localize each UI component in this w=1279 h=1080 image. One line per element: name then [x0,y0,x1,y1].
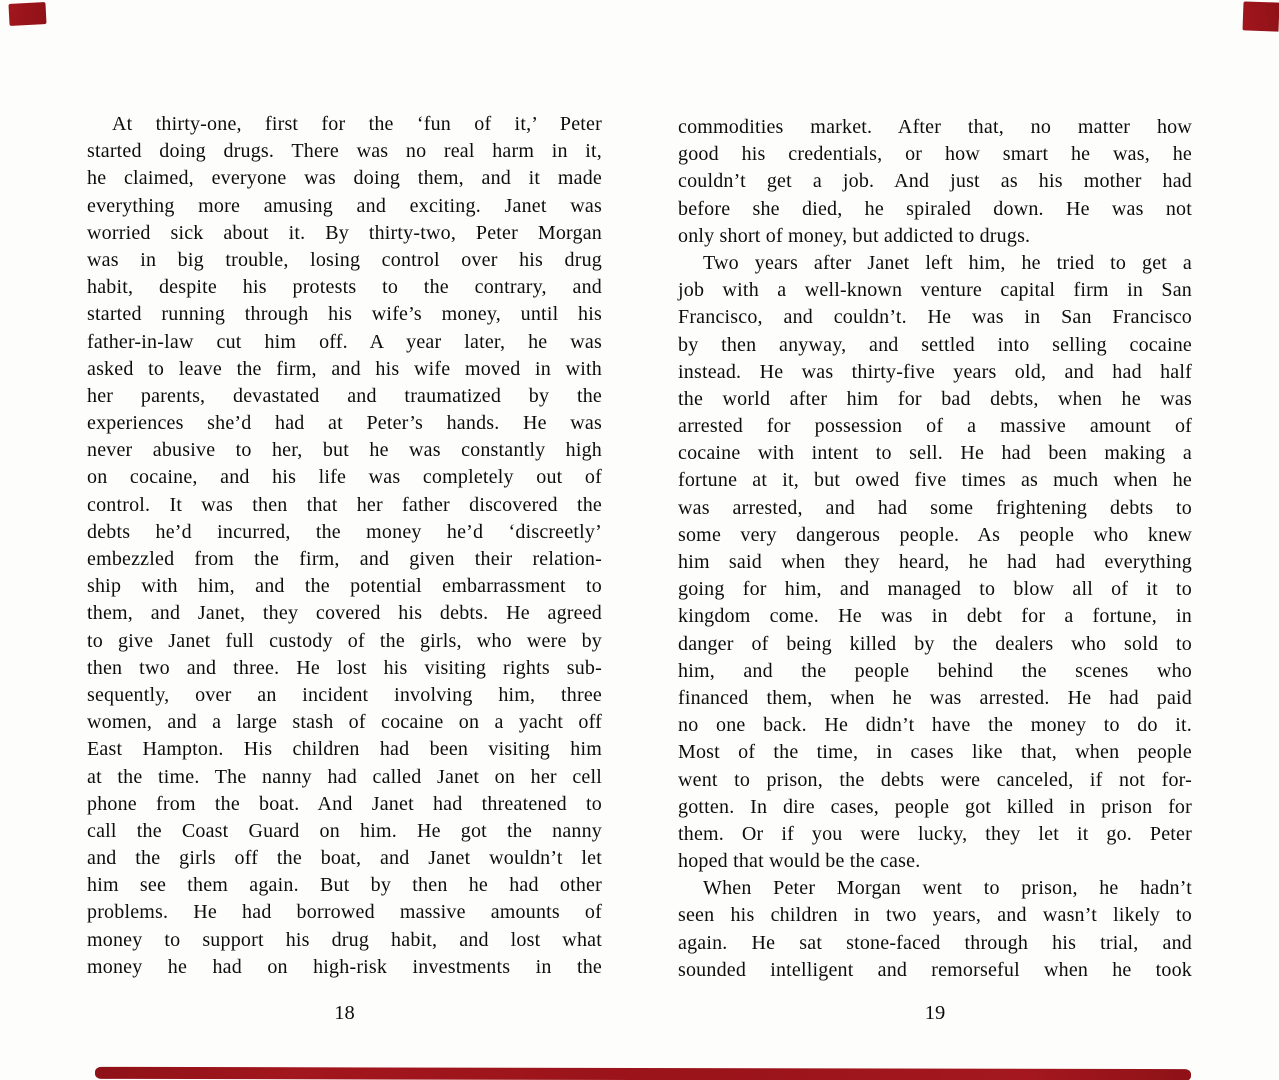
book-cover-edge-top-left [8,2,46,26]
text-line: good his credentials, or how smart he was, he [678,143,1192,166]
text-line: sequently, over an incident involving him, three [87,683,602,706]
text-line: was arrested, and had some frightening debts to [678,496,1192,519]
text-line: he claimed, everyone was doing them, and it made [87,167,602,190]
text-line: Francisco, and couldn’t. He was in San Francisco [678,306,1192,329]
text-line: fortune at it, but owed five times as much when he [678,469,1192,492]
text-line: was in big trouble, losing control over his drug [87,248,602,271]
text-line: hoped that would be the case. [678,850,921,873]
text-line: again. He sat stone-faced through his trial, and [678,931,1192,954]
text-line: started running through his wife’s money, until his [87,303,602,326]
page-19-text-column [678,114,1192,984]
text-line: phone from the boat. And Janet had threatened to [87,792,602,815]
text-line: habit, despite his protests to the contrary, and [87,276,602,299]
text-line: sounded intelligent and remorseful when he took [678,958,1192,981]
text-line: debts he’d incurred, the money he’d ‘discreetly’ [87,520,602,543]
text-line: her parents, devastated and traumatized by the [87,384,602,407]
text-line: danger of being killed by the dealers who sold to [678,632,1192,655]
book-cover-edge-bottom [95,1067,1191,1080]
text-line: commodities market. After that, no matter how [678,116,1192,138]
text-line: cocaine with intent to sell. He had been making a [678,442,1192,465]
text-line: on cocaine, and his life was completely out of [87,466,602,489]
page-18-text-column [87,111,602,981]
text-line: financed them, when he was arrested. He had paid [678,686,1192,709]
text-line: problems. He had borrowed massive amounts of [87,901,602,924]
text-line: asked to leave the firm, and his wife moved in with [87,357,602,380]
text-line: no one back. He didn’t have the money to do it. [678,714,1192,737]
text-line: Most of the time, in cases like that, when people [678,741,1192,764]
text-line: experiences she’d had at Peter’s hands. He was [87,412,602,435]
text-line: kingdom come. He was in debt for a fortune, in [678,605,1192,628]
text-line: money to support his drug habit, and lost what [87,928,602,951]
text-line: and the girls off the boat, and Janet wouldn’t let [87,847,602,870]
text-line: never abusive to her, but he was constantly high [87,439,602,462]
page-number-left: 18 [334,1002,355,1024]
text-line: ship with him, and the potential embarrassment to [87,575,602,598]
text-line: started doing drugs. There was no real harm in it, [87,140,602,163]
text-line: by then anyway, and settled into selling cocaine [678,333,1192,356]
text-line: everything more amusing and exciting. Janet was [87,194,602,217]
text-line: couldn’t get a job. And just as his mother had [678,170,1192,193]
text-line: at the time. The nanny had called Janet on her cell [87,765,602,788]
text-line: to give Janet full custody of the girls, who were by [87,629,602,652]
text-line: East Hampton. His children had been visiting him [87,738,602,761]
book-cover-edge-top-right [1243,1,1279,31]
text-line: them. Or if you were lucky, they let it go. Peter [678,822,1192,845]
text-line: some very dangerous people. As people who knew [678,523,1192,546]
text-line: instead. He was thirty-five years old, and had half [678,360,1192,383]
text-line: call the Coast Guard on him. He got the nanny [87,819,602,842]
text-line: him said when they heard, he had had everything [678,551,1192,573]
text-line: them, and Janet, they covered his debts. He agreed [87,602,602,625]
text-line: gotten. In dire cases, people got killed in prison for [678,795,1192,818]
text-line: the world after him for bad debts, when he was [678,387,1192,410]
text-line: worried sick about it. By thirty-two, Peter Morgan [87,221,602,244]
page-number-right: 19 [924,1002,946,1024]
text-line: When Peter Morgan went to prison, he hadn’t [703,877,1192,900]
text-line: control. It was then that her father discovered the [87,493,602,516]
text-line: women, and a large stash of cocaine on a yacht off [87,711,602,734]
text-line: him, and the people behind the scenes who [678,659,1192,682]
text-line: At thirty-one, first for the ‘fun of it,’ Peter [112,113,602,135]
text-line: arrested for possession of a massive amount of [678,415,1192,438]
text-line: then two and three. He lost his visiting rights sub- [87,656,602,679]
text-line: father-in-law cut him off. A year later, he was [87,330,602,353]
text-line: him see them again. But by then he had other [87,874,602,897]
text-line: money he had on high-risk investments in the [87,955,602,978]
text-line: going for him, and managed to blow all of it to [678,578,1192,601]
text-line: Two years after Janet left him, he tried to get a [703,251,1192,274]
text-line: job with a well-known venture capital firm in San [678,279,1192,302]
text-line: went to prison, the debts were canceled, if not for- [678,768,1192,791]
text-line: before she died, he spiraled down. He was not [678,197,1192,220]
text-line: only short of money, but addicted to drugs. [678,224,1031,247]
text-line: embezzled from the firm, and given their relation- [87,548,602,570]
text-line: seen his children in two years, and wasn’t likely to [678,904,1192,927]
